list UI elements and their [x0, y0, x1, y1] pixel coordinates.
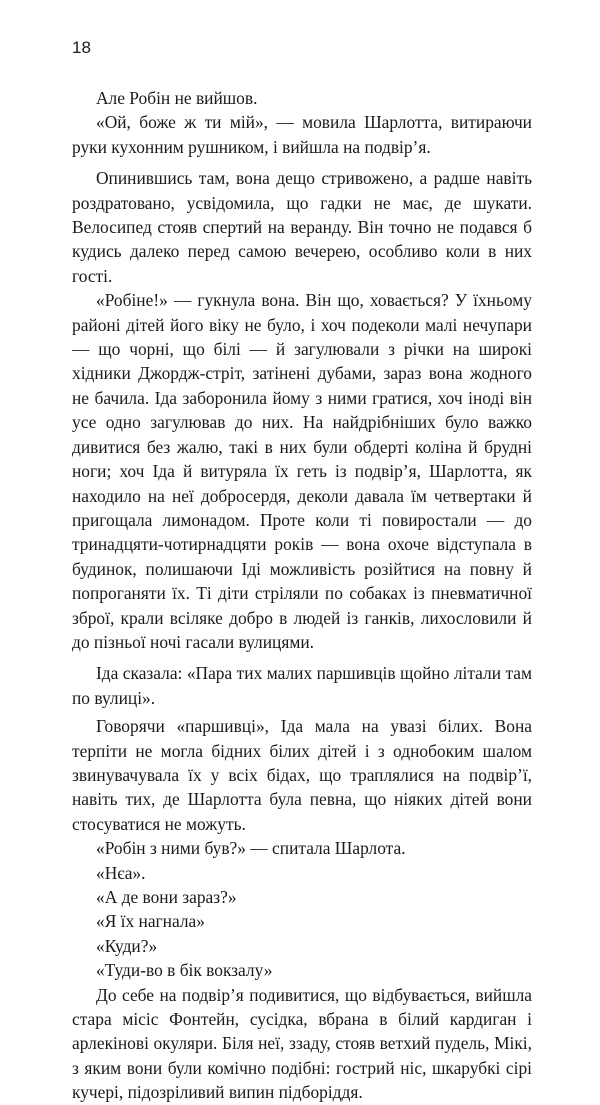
paragraph: «Куди?»: [96, 935, 158, 956]
paragraph: Говорячи «паршивці», Іда мала на увазі білих. Вона терпіти не могла бідних білих дітей і з однобоким шалом звинувачувала їх у всіх бідах, що траплялися на подвір’ї, навіть тих, де Шарлотта була певна, що ніяких дітей вони стосуватися не можуть.: [72, 716, 532, 834]
paragraph: «Я їх нагнала»: [96, 911, 205, 932]
book-text: [72, 86, 532, 1105]
paragraph: «Робіне!» — гукнула вона. Він що, ховається? У їхньому районі дітей його віку не було, і хоч подеколи малі нечупари — що чорні, що білі — й загулювали з річки на широкі хідники Джордж-стріт, затінені дубами, зараз вона жодного не бачила. Іда заборонила йому з ними гратися, хоч іноді він усе одно загулював до них. На найдрібніших було важко дивитися без жалю, такі в них були обдерті коліна й брудні ноги; хоч Іда й витуряла їх геть із подвір’я, Шарлотта, як находило на неї добросердя, деколи давала їм четвертаки й пригощала лимонадом. Проте коли ті повиростали — до тринадцяти-чотирнадцяти років — вона охоче відступала в будинок, полишаючи Іді можливість розійтися на повну й попроганяти їх. Ті діти стріляли по собаках із пневматичної зброї, крали всіляке добро в людей із ганків, лихословили й до пізньої ночі гасали вулицями.: [72, 290, 532, 652]
paragraph: Іда сказала: «Пара тих малих паршивців щойно літали там по вулиці».: [72, 663, 532, 708]
paragraph: «А де вони зараз?»: [96, 887, 237, 907]
paragraph: «Нєа».: [96, 862, 146, 883]
paragraph: «Ой, боже ж ти мій», — мовила Шарлотта, витираючи руки кухонним рушником, і вийшла на подвір’я.: [72, 112, 532, 157]
paragraph: «Робін з ними був?» — спитала Шарлота.: [96, 838, 406, 859]
page-number: 18: [72, 38, 91, 57]
paragraph: Опинившись там, вона дещо стривожено, а радше навіть роздратовано, усвідомила, що гадки не має, де шукати. Велосипед стояв спертий на веранду. Він точно не подався б кудись далеко перед самою вечерею, особливо коли в них гості.: [72, 168, 532, 286]
paragraph: До себе на подвір’я подивитися, що відбувається, вийшла стара місіс Фонтейн, сусідка, вбрана в білий кардиган і арлекінові окуляри. Біля неї, ззаду, стояв ветхий пудель, Мікі, з яким вони були комічно подібні: гострий ніс, шкарубкі сірі кучері, підозріливий випин підборіддя.: [72, 984, 532, 1103]
paragraph: Але Робін не вийшов.: [96, 88, 258, 108]
paragraph: «Туди-во в бік вокзалу»: [96, 960, 273, 981]
